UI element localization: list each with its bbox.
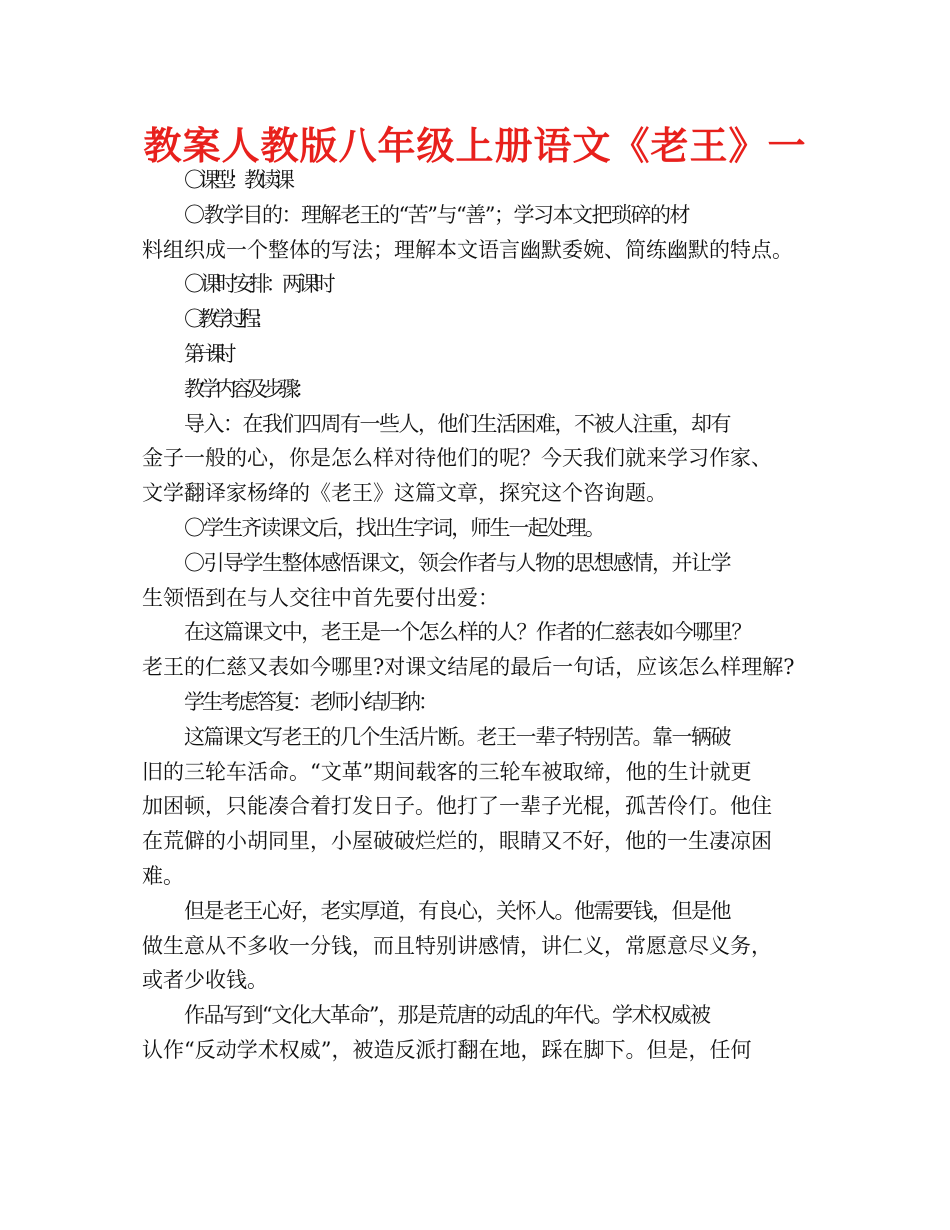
document-title: 教案人教版八年级上册语文《老王》一: [143, 124, 807, 168]
paragraph: [142, 685, 812, 720]
text-line: 在荒僻的小胡同里，小屋破破烂烂的，眼睛又不好，他的一生凄凉困: [142, 829, 772, 854]
text-line: 作品写到“文化大革命”，那是荒唐的动乱的年代。学术权威被: [184, 1003, 710, 1028]
paragraph: [142, 198, 812, 268]
text-line: 〇学生齐读课文后，找出生字词，师生一起处理。: [184, 515, 604, 540]
text-line: 认作“反动学术权威”，被造反派打翻在地，踩在脚下。但是，任何: [142, 1037, 752, 1062]
text-line: 学生考虑答复：老师小结归纳：: [184, 689, 436, 714]
text-line: 但是老王心好，老实厚道，有良心，关怀人。他需要钱，但是他: [184, 898, 730, 923]
text-line: 教学内容及步骤：: [184, 376, 310, 401]
paragraph: [142, 337, 812, 372]
text-line: 第一课时: [184, 341, 226, 366]
text-line: 难。: [142, 863, 184, 888]
text-line: 导入：在我们四周有一些人，他们生活困难，不被人注重，却有: [184, 411, 730, 436]
text-line: 金子一般的心，你是怎么样对待他们的呢？今天我们就来学习作家、: [142, 446, 772, 471]
text-line: 这篇课文写老王的几个生活片断。老王一辈子特别苦。靠一辆破: [184, 724, 730, 749]
paragraph: [142, 302, 812, 337]
text-line: 生领悟到在与人交往中首先要付出爱：: [142, 585, 499, 610]
text-line: 〇引导学生整体感悟课文，领会作者与人物的思想感情，并让学: [184, 550, 730, 575]
paragraph: [142, 720, 812, 894]
text-line: 〇教学过程：: [184, 307, 268, 332]
paragraph: [142, 615, 812, 685]
paragraph: [142, 894, 812, 998]
paragraph: [142, 511, 812, 546]
paragraph: [142, 407, 812, 511]
text-line: 文学翻译家杨绛的《老王》这篇文章，探究这个咨询题。: [142, 481, 667, 506]
text-line: 料组织成一个整体的写法；理解本文语言幽默委婉、简练幽默的特点。: [142, 237, 793, 262]
text-line: 加困顿，只能凑合着打发日子。他打了一辈子光棍，孤苦伶仃。他住: [142, 794, 772, 819]
text-line: 〇教学目的：理解老王的“苦”与“善”；学习本文把琐碎的材: [184, 202, 689, 227]
paragraph: [142, 163, 812, 198]
text-line: 〇课时安排：两课时: [184, 272, 331, 297]
text-line: 或者少收钱。: [142, 968, 268, 993]
paragraph: [142, 546, 812, 616]
paragraph: [142, 267, 812, 302]
text-line: 〇课型：教读课: [184, 168, 289, 192]
paragraph: [142, 998, 812, 1068]
text-line: 旧的三轮车活命。“文革”期间载客的三轮车被取缔，他的生计就更: [142, 759, 752, 784]
text-line: 老王的仁慈又表如今哪里?对课文结尾的最后一句话，应该怎么样理解?: [142, 655, 795, 680]
document-body: [142, 163, 812, 1068]
text-line: 做生意从不多收一分钱，而且特别讲感情，讲仁义，常愿意尽义务，: [142, 933, 772, 958]
paragraph: [142, 372, 812, 407]
text-line: 在这篇课文中，老王是一个怎么样的人？作者的仁慈表如今哪里？: [184, 620, 751, 645]
